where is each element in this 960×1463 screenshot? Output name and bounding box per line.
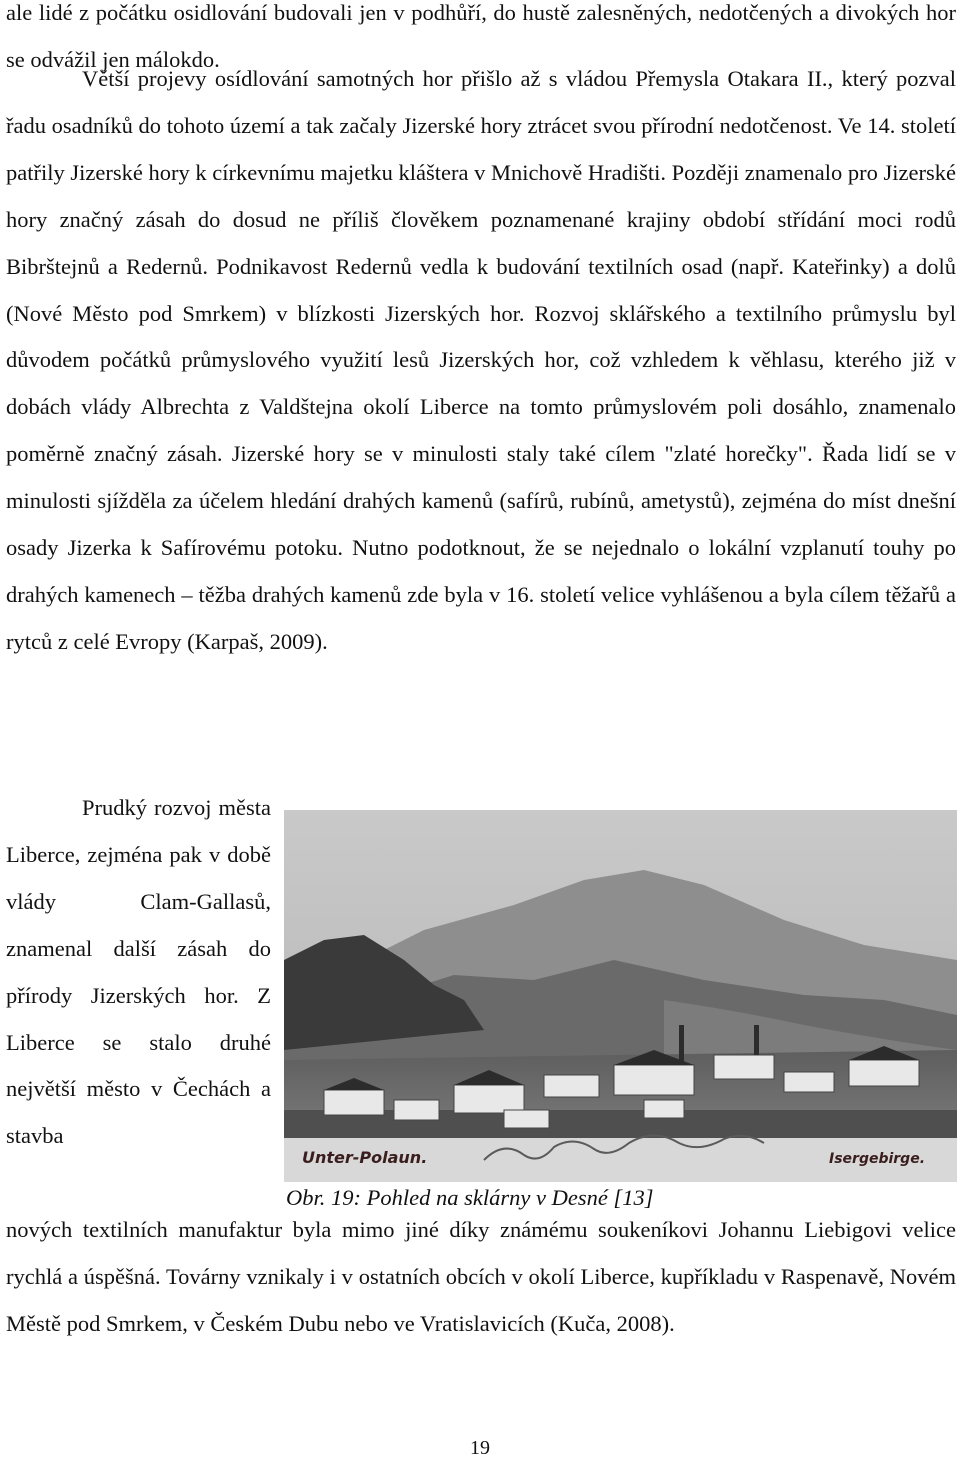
paragraph-settlement bbox=[6, 56, 956, 666]
paragraph-liberec-continued: nových textilních manufaktur byla mimo jiné díky známému soukeníkovi Johannu Liebigovi velice rychlá a úspěšná. Továrny vznikaly i v ostatních obcích v okolí Liberce, kupříkladu v Raspenavě, Novém Městě pod Smrkem, v Českém Dubu nebo ve Vratislavicích (Kuča, 2008). bbox=[6, 1217, 956, 1336]
page-number: 19 bbox=[470, 1437, 490, 1459]
photo-illustration bbox=[284, 810, 957, 1182]
paragraph-liberec-wrapped-text: Prudký rozvoj města Liberce, zejména pak v době vlády Clam-Gallasů, znamenal další zásah do přírody Jizerských hor. Z Liberce se stalo druhé největší město v Čechách a stavba bbox=[6, 795, 271, 1149]
photo-label-right: Isergebirge. bbox=[829, 1151, 926, 1167]
paragraph-intro: ale lidé z počátku osidlování budovali jen v podhůří, do hustě zalesněných, nedotčených a divokých hor se odvážil jen málokdo. bbox=[6, 0, 956, 72]
photo-label-left: Unter-Polaun. bbox=[302, 1148, 428, 1167]
figure-caption: Obr. 19: Pohled na sklárny v Desné [13] bbox=[286, 1185, 654, 1210]
paragraph-liberec-wrapped bbox=[6, 785, 271, 1160]
historic-photo-desna bbox=[284, 810, 957, 1182]
paragraph-settlement-text: Větší projevy osídlování samotných hor přišlo až s vládou Přemysla Otakara II., který pozval řadu osadníků do tohoto území a tak začaly Jizerské hory ztrácet svou přírodní nedotčenost. Ve 14. století patřily Jizerské hory k církevnímu majetku kláštera v Mnichově Hradišti. Později znamenalo pro Jizerské hory značný zásah do dosud ne příliš člověkem poznamenané krajiny období střídání moci rodů Bibrštejnů a Redernů. Podnikavost Redernů vedla k budování textilních osad (např. Kateřinky) a dolů (Nové Město pod Smrkem) v blízkosti Jizerských hor. Rozvoj sklářského a textilního průmyslu byl důvodem počátků průmyslového využití lesů Jizerských hor, což vzhledem k věhlasu, kterého již v dobách vlády Albrechta z Valdštejna okolí Liberce na tomto průmyslovém poli dosáhlo, znamenalo poměrně značný zásah. Jizerské hory se v minulosti staly také cílem "zlaté horečky". Řada lidí se v minulosti sjížděla za účelem hledání drahých kamenů (safírů, rubínů, ametystů), zejména do míst dnešní osady Jizerka k Safírovému potoku. Nutno podotknout, že se nejednalo o lokální vzplanutí touhy po drahých kamenech – těžba drahých kamenů zde byla v 16. století velice vyhlášenou a byla cílem těžařů a rytců z celé Evropy (Karpaš, 2009). bbox=[6, 66, 956, 654]
